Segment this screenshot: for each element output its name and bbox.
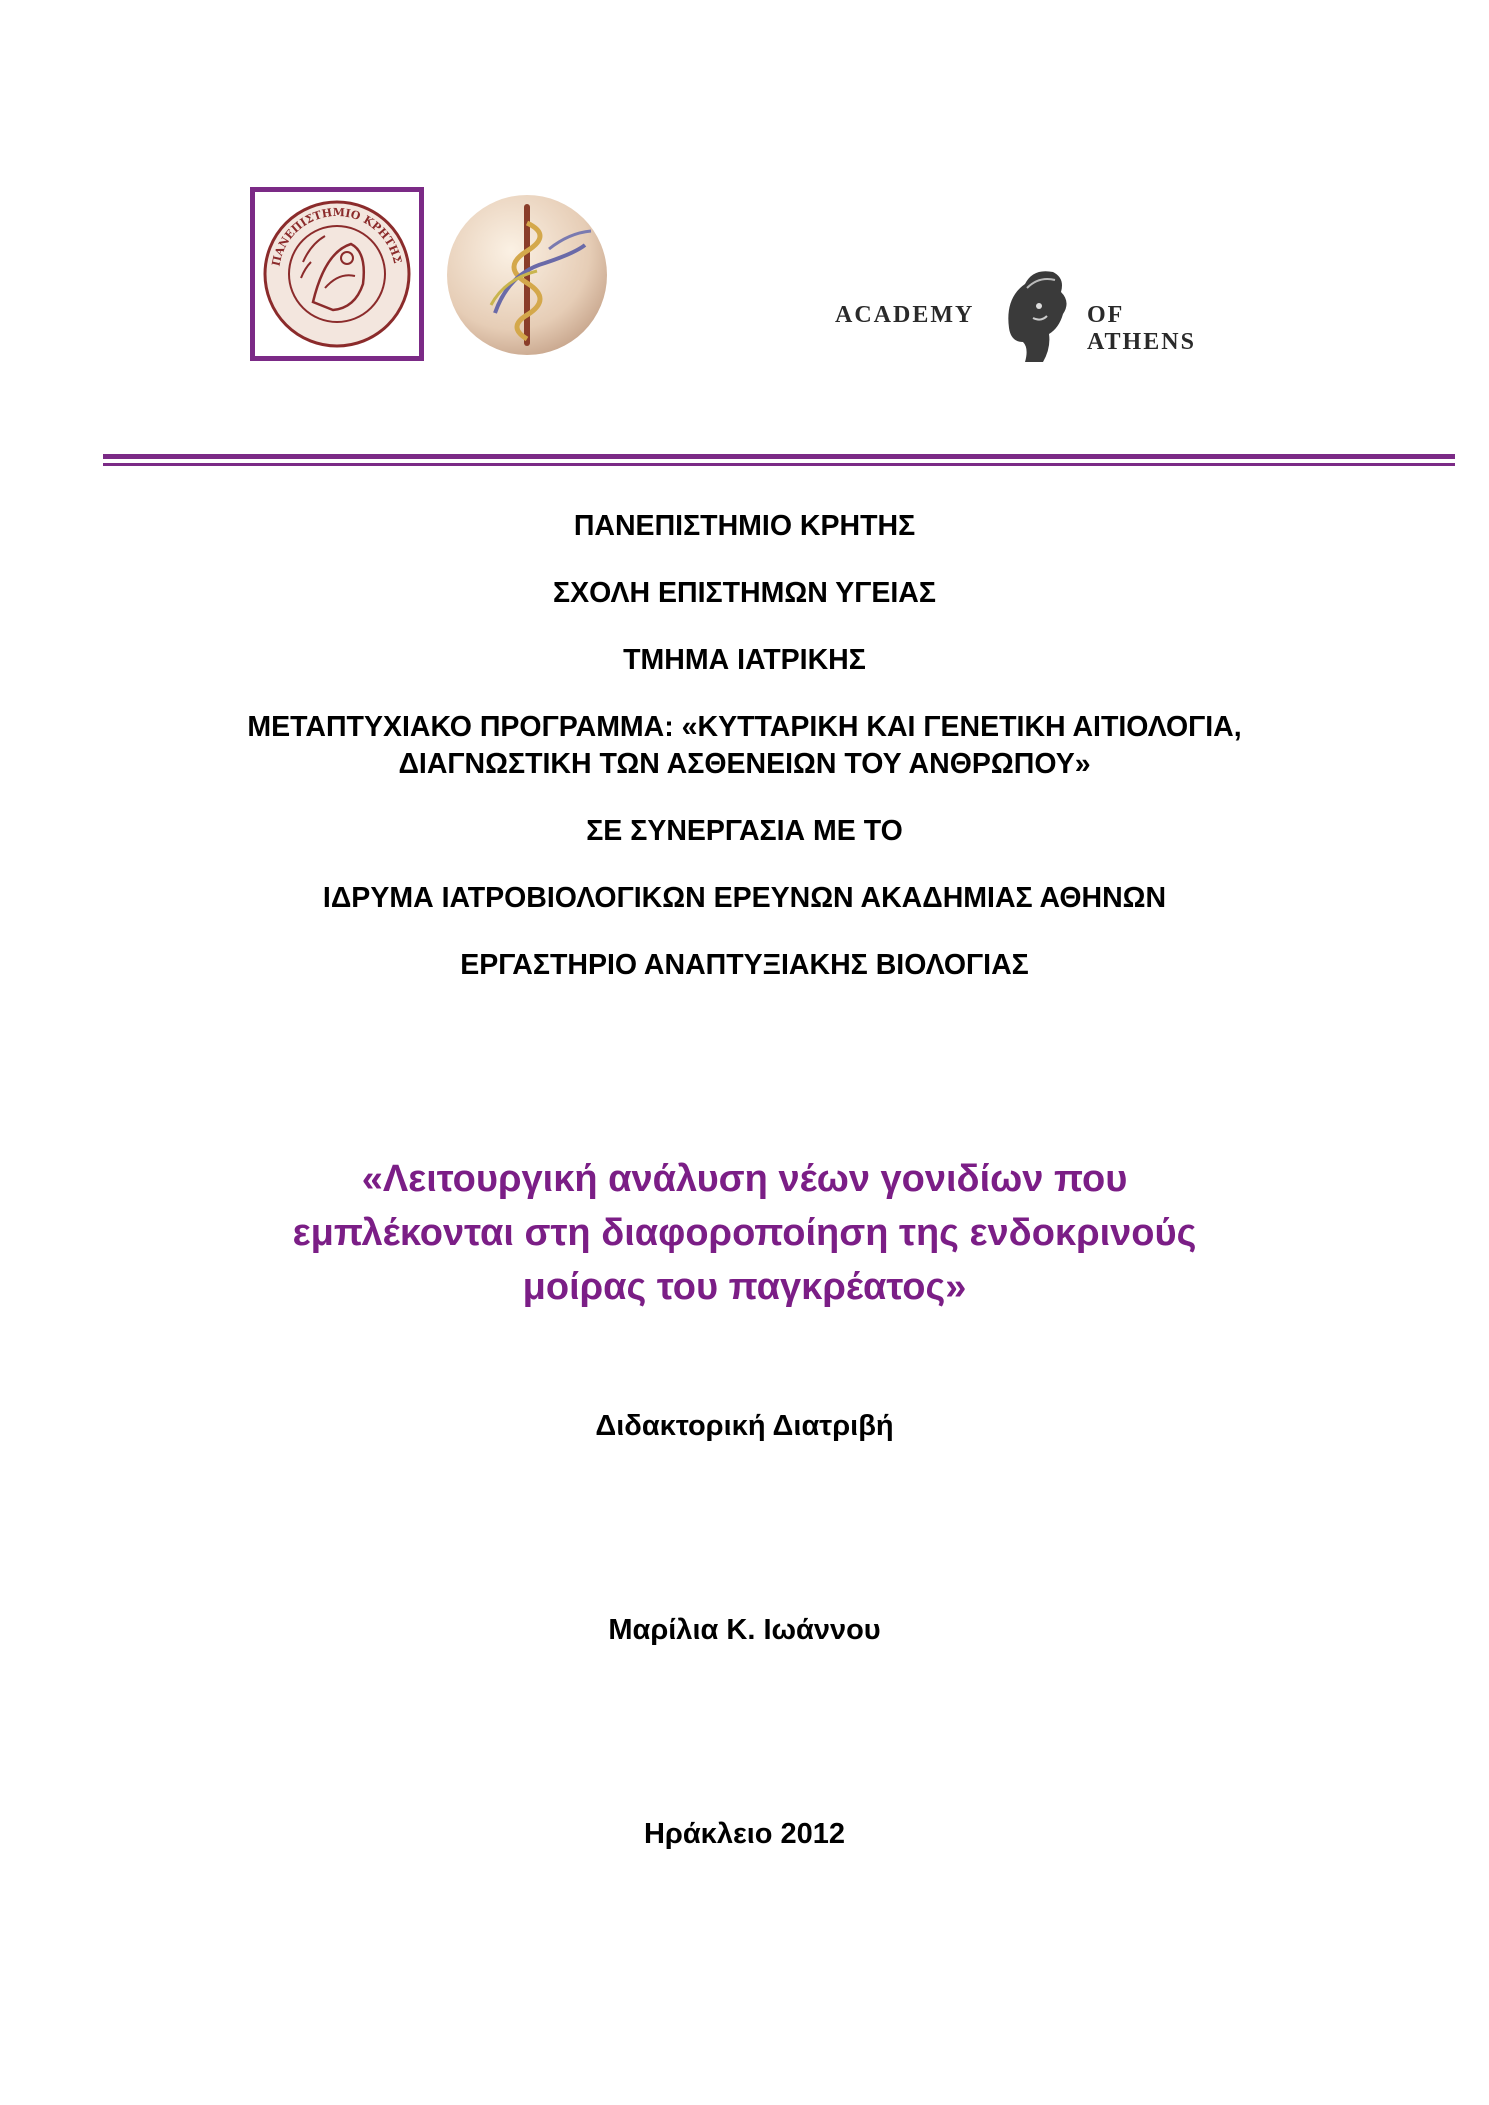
svg-text:ΠΑΝΕΠΙΣΤΗΜΙΟ ΚΡΗΤΗΣ: ΠΑΝΕΠΙΣΤΗΜΙΟ ΚΡΗΤΗΣ: [269, 205, 405, 268]
thesis-title: [0, 1152, 1489, 1314]
foundation-name: ΙΔΡΥΜΑ ΙΑΤΡΟΒΙΟΛΟΓΙΚΩΝ ΕΡΕΥΝΩΝ ΑΚΑΔΗΜΙΑΣ ΑΘΗΝΩΝ: [322, 882, 1167, 914]
program-line-2: ΔΙΑΓΝΩΣΤΙΚΗ ΤΩΝ ΑΣΘΕΝΕΙΩΝ ΤΟΥ ΑΝΘΡΩΠΟΥ»: [398, 748, 1091, 780]
author-name: Μαρίλια Κ. Ιωάννου: [608, 1614, 881, 1646]
academy-logo-text-right: OF ATHENS: [1087, 302, 1196, 355]
thesis-title-line-2: εμπλέκονται στη διαφοροποίηση της ενδοκρινούς: [292, 1212, 1197, 1254]
laboratory-name: ΕΡΓΑΣΤΗΡΙΟ ΑΝΑΠΤΥΞΙΑΚΗΣ ΒΙΟΛΟΓΙΑΣ: [460, 949, 1029, 981]
medical-program-logo: [445, 193, 610, 358]
document-type: Διδακτορική Διατριβή: [595, 1410, 894, 1442]
place-and-year: Ηράκλειο 2012: [643, 1818, 846, 1850]
university-name: ΠΑΝΕΠΙΣΤΗΜΙΟ ΚΡΗΤΗΣ: [573, 510, 916, 542]
academy-of-athens-logo: [835, 258, 1235, 368]
header-rule-top: [103, 454, 1455, 459]
header-rule-bottom: [103, 463, 1455, 466]
collaboration-line: ΣΕ ΣΥΝΕΡΓΑΣΙΑ ΜΕ ΤΟ: [586, 815, 903, 847]
academy-logo-text-left: ACADEMY: [835, 302, 975, 328]
thesis-title-line-3: μοίρας του παγκρέατος»: [522, 1266, 967, 1308]
athena-head-icon: [987, 258, 1077, 368]
university-of-crete-logo: [250, 187, 424, 361]
program-line-1: ΜΕΤΑΠΤΥΧΙΑΚΟ ΠΡΟΓΡΑΜΜΑ: «ΚΥΤΤΑΡΙΚΗ ΚΑΙ ΓΕΝΕΤΙΚΗ ΑΙΤΙΟΛΟΓΙΑ,: [247, 711, 1242, 743]
thesis-title-line-1: «Λειτουργική ανάλυση νέων γονιδίων που: [361, 1158, 1128, 1200]
department-name: ΤΜΗΜΑ ΙΑΤΡΙΚΗΣ: [623, 644, 866, 676]
school-name: ΣΧΟΛΗ ΕΠΙΣΤΗΜΩΝ ΥΓΕΙΑΣ: [553, 577, 936, 609]
